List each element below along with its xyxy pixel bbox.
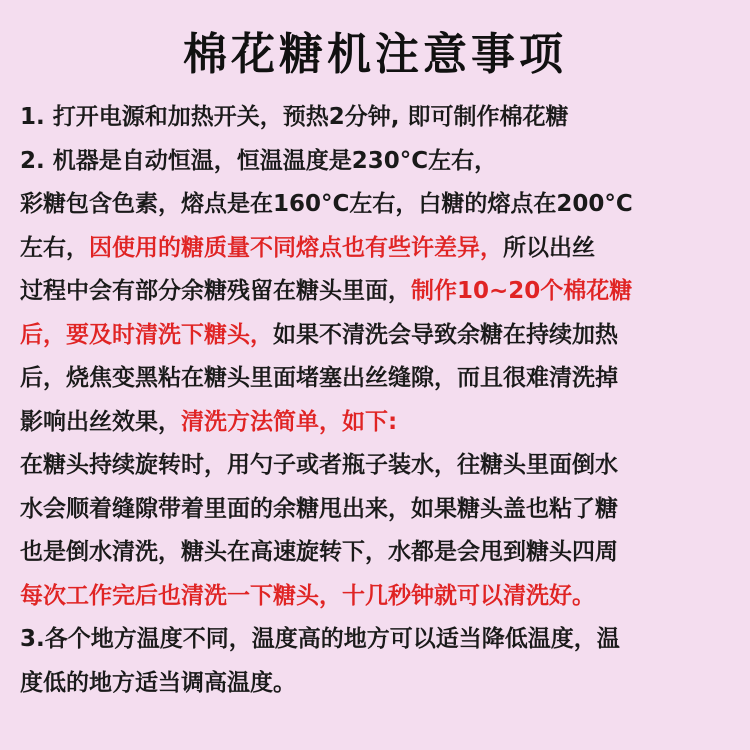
body-text: 影响出丝效果， [20,408,181,435]
text-line [20,444,736,488]
body-text: 度低的地方适当调高温度。 [20,669,296,696]
body-text: 彩糖包含色素，熔点是在160°C左右，白糖的熔点在200°C [20,191,633,217]
text-line [20,488,736,532]
body-text: 3.各个地方温度不同，温度高的地方可以适当降低温度，温 [20,626,620,652]
text-line [20,618,736,662]
body-text: 如果不清洗会导致余糖在持续加热 [273,321,618,348]
body-text: 后，烧焦变黑粘在糖头里面堵塞出丝缝隙，而且很难清洗掉 [20,365,618,391]
highlight-text: 每次工作完后也清洗一下糖头，十几秒钟就可以清洗好。 [20,582,595,609]
text-line [20,270,736,314]
text-line [20,314,736,358]
body-text: 过程中会有部分余糖残留在糖头里面， [20,278,411,304]
body-text: 也是倒水清洗，糖头在高速旋转下，水都是会甩到糖头四周 [20,539,618,565]
body-text: 2. 机器是自动恒温，恒温温度是230°C左右， [20,147,498,174]
text-line [20,183,736,227]
body-text: 1. 打开电源和加热开关，预热2分钟, 即可制作棉花糖 [20,104,569,130]
text-line [20,227,736,271]
text-line [20,401,736,445]
text-line [20,96,736,140]
text-line [20,662,736,706]
highlight-text: 清洗方法简单，如下: [181,408,398,435]
page-title: 棉花糖机注意事项 [183,29,567,80]
body-text: 在糖头持续旋转时，用勺子或者瓶子装水，往糖头里面倒水 [20,452,618,478]
highlight-text: 制作10~20个棉花糖 [411,278,633,304]
highlight-text: 后，要及时清洗下糖头， [20,321,273,348]
highlight-text: 因使用的糖质量不同熔点也有些许差异， [89,234,503,261]
text-line [20,357,736,401]
notice-body [20,96,736,705]
text-line [20,140,736,184]
text-line [20,575,736,619]
body-text: 所以出丝 [503,234,595,261]
body-text: 水会顺着缝隙带着里面的余糖甩出来，如果糖头盖也粘了糖 [20,495,618,522]
body-text: 左右， [20,234,89,261]
text-line [20,531,736,575]
